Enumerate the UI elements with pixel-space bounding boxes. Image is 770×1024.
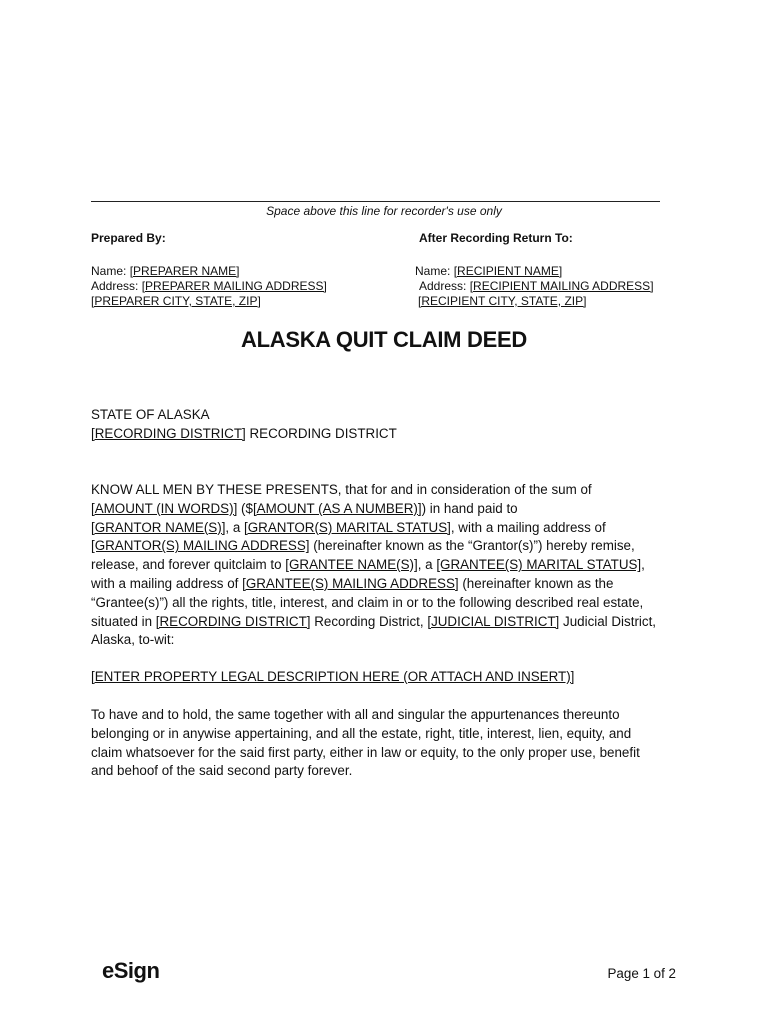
body-text: Recording District, [310,613,428,629]
body-line [91,500,691,519]
body-text: ($ [237,500,253,516]
recipient-name-field: [RECIPIENT NAME] [453,264,563,278]
recording-district-ref-field: [RECORDING DISTRICT] [155,613,311,629]
grantee-marital-field: [GRANTEE(S) MARITAL STATUS] [436,557,642,573]
body-text: , a [417,557,437,573]
body-line [91,613,691,632]
body-text: (hereinafter known as the [458,575,614,591]
body-text: release, and forever quitclaim to [91,557,286,573]
recipient-address-field: [RECIPIENT MAILING ADDRESS] [469,279,654,293]
page-number: Page 1 of 2 [607,966,676,981]
state-line: STATE OF ALASKA [91,407,210,422]
preparer-address-line [91,279,327,294]
body-line: KNOW ALL MEN BY THESE PRESENTS, that for and in consideration of the sum of [91,482,592,497]
body-line [91,519,691,538]
body-text: situated in [91,613,156,629]
preparer-city-line [91,294,327,309]
body-text: Judicial District, [559,613,657,629]
grantor-name-field: [GRANTOR NAME(S)] [91,519,226,535]
recording-district-field: [RECORDING DISTRICT] [91,425,246,441]
body-line: Alaska, to-wit: [91,632,175,648]
body-text: , [641,557,645,573]
recipient-name-label: Name: [415,264,454,278]
consideration-paragraph [91,481,691,650]
recording-district-suffix: RECORDING DISTRICT [245,425,397,441]
habendum-paragraph [91,706,691,781]
body-line [91,575,691,594]
amount-words-field: [AMOUNT (IN WORDS)] [91,500,238,516]
page-title: ALASKA QUIT CLAIM DEED [241,327,527,352]
body-line: belonging or in anywise appertaining, and all the estate, right, title, interest, lien, equity, and [91,725,632,741]
esign-logo: eSign [102,958,160,983]
legal-description-paragraph [91,668,691,687]
body-line: and behoof of the said second party forever. [91,763,353,779]
preparer-address-field: [PREPARER MAILING ADDRESS] [141,279,327,293]
body-line [91,556,691,575]
recipient-address-label: Address: [419,279,470,293]
recipient-city-line [415,294,654,309]
state-block [91,406,691,444]
return-to-heading: After Recording Return To: [419,231,573,245]
body-text: (hereinafter known as the “Grantor(s)”) hereby remise, [309,538,635,554]
body-text: ) in hand paid to [421,500,518,516]
body-line: To have and to hold, the same together with all and singular the appurtenances thereunto [91,707,620,722]
recipient-city-field: [RECIPIENT CITY, STATE, ZIP] [418,294,587,308]
grantee-address-field: [GRANTEE(S) MAILING ADDRESS] [242,575,459,591]
preparer-block [91,264,327,309]
preparer-city-field: [PREPARER CITY, STATE, ZIP] [91,294,261,308]
judicial-district-field: [JUDICIAL DISTRICT] [427,613,560,629]
body-line [91,537,691,556]
grantor-marital-field: [GRANTOR(S) MARITAL STATUS] [244,519,451,535]
grantee-name-field: [GRANTEE NAME(S)] [285,557,418,573]
amount-number-field: [AMOUNT (AS A NUMBER)] [252,500,422,516]
recorder-note: Space above this line for recorder's use only [266,204,502,218]
recorder-divider-line [91,201,660,202]
body-text: , a [225,519,245,535]
preparer-name-line [91,264,327,279]
recipient-block [415,264,654,309]
district-line [91,425,691,444]
body-text: with a mailing address of [91,575,243,591]
body-line: “Grantee(s)”) all the rights, title, interest, and claim in or to the following described real estate, [91,594,644,610]
recipient-name-line [415,264,654,279]
preparer-address-label: Address: [91,279,142,293]
prepared-by-heading: Prepared By: [91,231,166,245]
recipient-address-line [415,279,654,294]
legal-description-field: [ENTER PROPERTY LEGAL DESCRIPTION HERE (OR ATTACH AND INSERT)] [91,669,575,684]
preparer-name-field: [PREPARER NAME] [129,264,240,278]
preparer-name-label: Name: [91,264,130,278]
body-text: , with a mailing address of [450,519,606,535]
grantor-address-field: [GRANTOR(S) MAILING ADDRESS] [91,538,310,554]
body-line: claim whatsoever for the said first party, either in law or equity, to the only proper use, benefit [91,744,640,760]
